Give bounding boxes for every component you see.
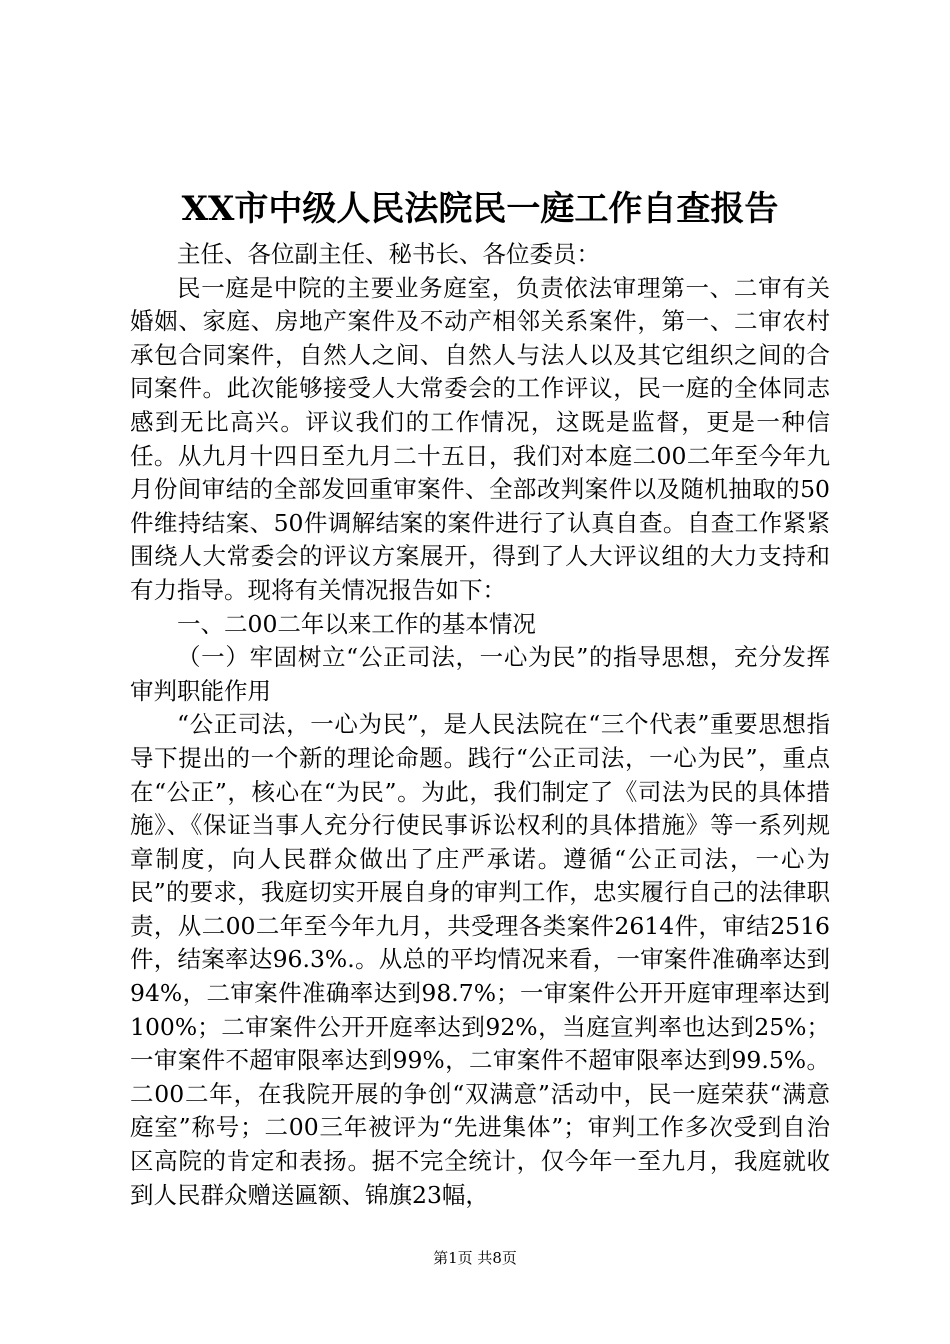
document-title: XX市中级人民法院民一庭工作自查报告	[181, 189, 779, 229]
document-page	[130, 182, 830, 1212]
body-paragraph: “公正司法，一心为民”，是人民法院在“三个代表”重要思想指导下提出的一个新的理论命题。践行“公正司法，一心为民”，重点在“公正”，核心在“为民”。为此，我们制定了《司法为民的具体措施》、《保证当事人充分行使民事诉讼权利的具体措施》等一系列规章制度，向人民群众做出了庄严承诺。遵循“公正司法，一心为民”的要求，我庭切实开展自身的审判工作，忠实履行自己的法律职责，从二00二年至今年九月，共受理各类案件2614件，审结2516件，结案率达96.3%.。从总的平均情况来看，一审案件准确率达到94%，二审案件准确率达到98.7%；一审案件公开开庭审理率达到100%；二审案件公开开庭率达到92%，当庭宣判率也达到25%；一审案件不超审限率达到99%，二审案件不超审限率达到99.5%。二00二年，在我院开展的争创“双满意”活动中，民一庭荣获“满意庭室”称号；二00三年被评为“先进集体”；审判工作多次受到自治区高院的肯定和表扬。据不完全统计，仅今年一至九月，我庭就收到人民群众赠送匾额、锦旗23幅，	[130, 710, 830, 1209]
intro-paragraph: 民一庭是中院的主要业务庭室，负责依法审理第一、二审有关婚姻、家庭、房地产案件及不动产相邻关系案件，第一、二审农村承包合同案件，自然人之间、自然人与法人以及其它组织之间的合同案件。此次能够接受人大常委会的工作评议，民一庭的全体同志感到无比高兴。评议我们的工作情况，这既是监督，更是一种信任。从九月十四日至九月二十五日，我们对本庭二00二年至今年九月份间审结的全部发回重审案件、全部改判案件以及随机抽取的50件维持结案、50件调解结案的案件进行了认真自查。自查工作紧紧围绕人大常委会的评议方案展开，得到了人大评议组的大力支持和有力指导。现将有关情况报告如下：	[130, 273, 830, 604]
subsection-heading-1: （一）牢固树立“公正司法，一心为民”的指导思想，充分发挥审判职能作用	[130, 643, 830, 705]
page-footer: 第1页 共8页	[433, 1249, 517, 1267]
salutation: 主任、各位副主任、秘书长、各位委员：	[177, 240, 600, 268]
section-heading-1: 一、二00二年以来工作的基本情况	[177, 609, 536, 638]
